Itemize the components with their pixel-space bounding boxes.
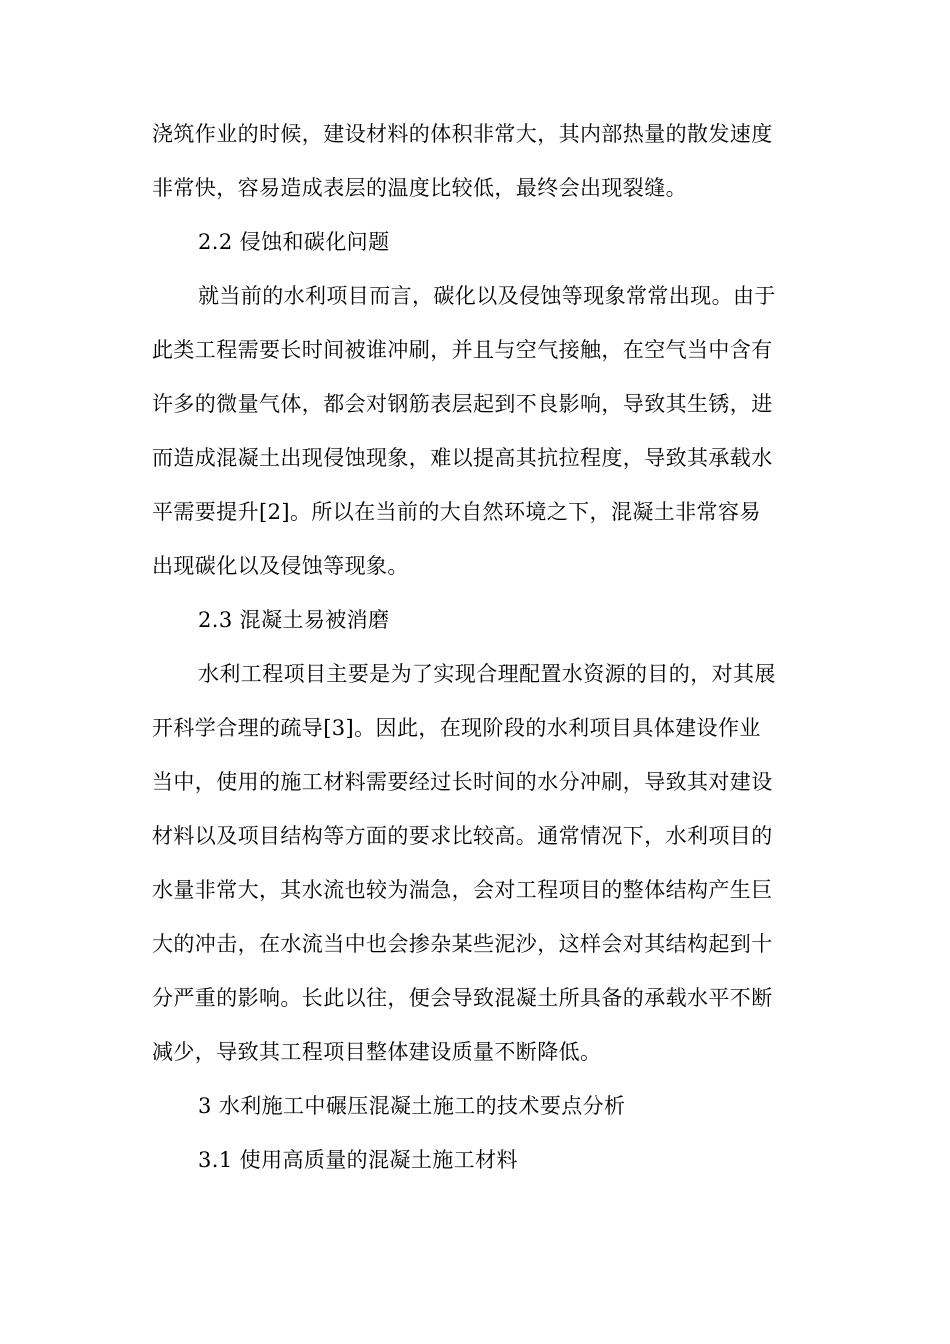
- body-text-line: 水量非常大，其水流也较为湍急，会对工程项目的整体结构产生巨: [152, 878, 773, 902]
- body-text-line: 平需要提升[2]。所以在当前的大自然环境之下，混凝土非常容易: [152, 500, 761, 524]
- body-text-line: 而造成混凝土出现侵蚀现象，难以提高其抗拉程度，导致其承载水: [152, 446, 773, 470]
- body-text-line: 减少，导致其工程项目整体建设质量不断降低。: [152, 1040, 602, 1064]
- section-heading-3: 3 水利施工中碾压混凝土施工的技术要点分析: [198, 1094, 626, 1118]
- body-text-line: 分严重的影响。长此以往，便会导致混凝土所具备的承载水平不断: [152, 986, 773, 1010]
- section-heading-3-1: 3.1 使用高质量的混凝土施工材料: [198, 1148, 518, 1172]
- section-heading-2-2: 2.2 侵蚀和碳化问题: [198, 230, 390, 254]
- body-text-line: 就当前的水利项目而言，碳化以及侵蚀等现象常常出现。由于: [198, 284, 776, 308]
- body-text-line: 出现碳化以及侵蚀等现象。: [152, 554, 409, 578]
- body-text-line: 非常快，容易造成表层的温度比较低，最终会出现裂缝。: [152, 176, 687, 200]
- body-text-line: 此类工程需要长时间被谁冲刷，并且与空气接触，在空气当中含有: [152, 338, 773, 362]
- body-text-line: 浇筑作业的时候，建设材料的体积非常大，其内部热量的散发速度: [152, 122, 773, 146]
- body-text-line: 材料以及项目结构等方面的要求比较高。通常情况下，水利项目的: [152, 824, 773, 848]
- body-text-line: 许多的微量气体，都会对钢筋表层起到不良影响，导致其生锈，进: [152, 392, 773, 416]
- section-heading-2-3: 2.3 混凝土易被消磨: [198, 608, 390, 632]
- body-text-line: 水利工程项目主要是为了实现合理配置水资源的目的，对其展: [198, 662, 776, 686]
- body-text-line: 当中，使用的施工材料需要经过长时间的水分冲刷，导致其对建设: [152, 770, 773, 794]
- body-text-line: 大的冲击，在水流当中也会掺杂某些泥沙，这样会对其结构起到十: [152, 932, 773, 956]
- body-text-line: 开科学合理的疏导[3]。因此，在现阶段的水利项目具体建设作业: [152, 716, 761, 740]
